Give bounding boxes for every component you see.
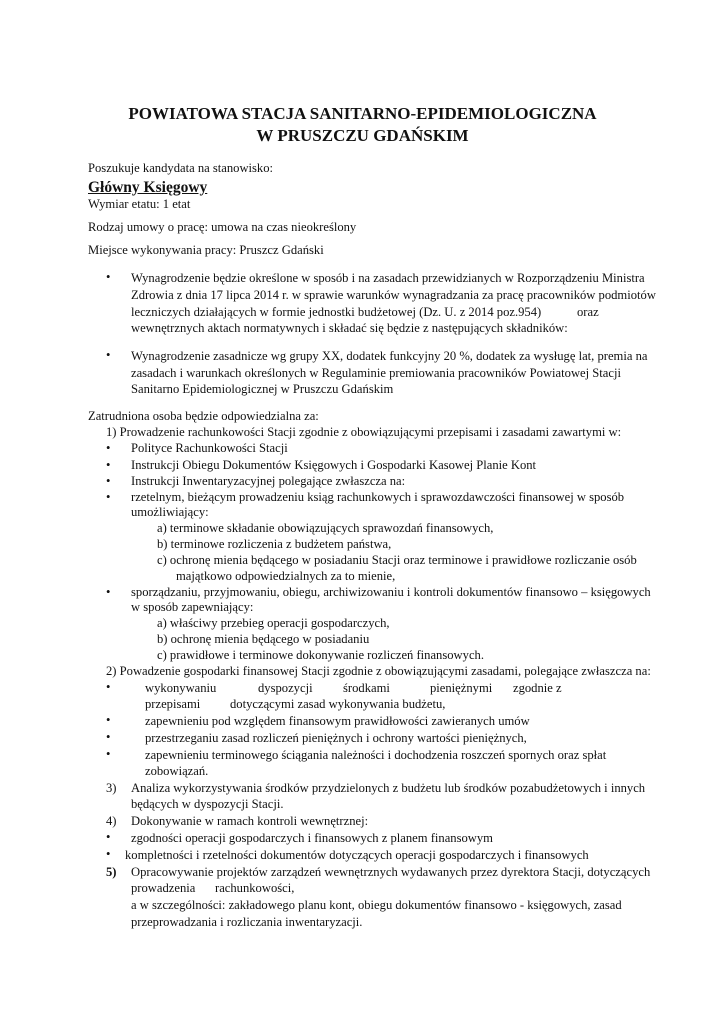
duty-5-line: Opracowywanie projektów zarządzeń wewnętrznych wydawanych przez dyrektora Stacji, dotyczących	[131, 865, 651, 879]
duty-5-number: 5)	[106, 865, 117, 879]
duty-1-subitem: b) terminowe rozliczenia z budżetem państwa,	[157, 537, 392, 551]
bullet: •	[106, 730, 111, 744]
duty-2-item: zapewnieniu pod względem finansowym prawidłowości zawieranych umów	[145, 714, 530, 728]
bullet: •	[106, 490, 111, 504]
duty-4-item: kompletności i rzetelności dokumentów dotyczących operacji gospodarczych i finansowych	[125, 848, 589, 862]
duty-1-item: umożliwiający:	[131, 505, 209, 519]
duty-5-line: a w szczególności: zakładowego planu kont, obiegu dokumentów finansowo - księgowych, zasad	[131, 898, 622, 912]
duty-2-item: zapewnieniu terminowego ściągania należności i dochodzenia roszczeń spornych oraz spłat	[145, 748, 607, 762]
duty-1-subitem: c) prawidłowe i terminowe dokonywanie rozliczeń finansowych.	[157, 648, 484, 662]
duty-4-item: zgodności operacji gospodarczych i finansowych z planem finansowym	[131, 831, 493, 845]
duties-heading: Zatrudniona osoba będzie odpowiedzialna za:	[88, 409, 319, 423]
salary-p1-line: Wynagrodzenie będzie określone w sposób i na zasadach przewidzianych w Rozporządzeniu Ministra	[131, 271, 645, 285]
duty-2-word: przepisami	[145, 697, 201, 711]
institution-title-line2: W PRUSZCZU GDAŃSKIM	[256, 126, 469, 145]
bullet: •	[106, 348, 111, 362]
bullet: •	[106, 830, 111, 844]
salary-p2-line: Wynagrodzenie zasadnicze wg grupy XX, dodatek funkcyjny 20 %, dodatek za wysługę lat, premia na	[131, 349, 648, 363]
bullet: •	[106, 747, 111, 761]
duty-1-subitem: a) terminowe składanie obowiązujących sprawozdań finansowych,	[157, 521, 494, 535]
salary-p1-line: leczniczych działających w formie jednostki budżetowej (Dz. U. z 2014 poz.954)	[131, 305, 542, 319]
duty-1-item: Instrukcji Inwentaryzacyjnej polegające zwłaszcza na:	[131, 474, 406, 488]
duty-2-word: dyspozycji	[258, 681, 313, 695]
duty-1-subitem: c) ochronę mienia będącego w posiadaniu Stacji oraz terminowe i prawidłowe rozliczanie osób	[157, 553, 637, 567]
position-title: Główny Księgowy	[88, 179, 208, 196]
duty-2-word: wykonywaniu	[145, 681, 217, 695]
duty-1-item: rzetelnym, bieżącym prowadzeniu ksiąg rachunkowych i sprawozdawczości finansowej w sposób	[131, 490, 625, 504]
duty-1-item: Instrukcji Obiegu Dokumentów Księgowych i Gospodarki Kasowej Planie Kont	[131, 458, 537, 472]
seeking-text: Poszukuje kandydata na stanowisko:	[88, 161, 274, 175]
bullet: •	[106, 270, 111, 284]
salary-p2-line: Sanitarno Epidemiologicznej w Pruszczu Gdańskim	[131, 382, 394, 396]
duty-2-title: 2) Powadzenie gospodarki finansowej Stacji zgodnie z obowiązującymi zasadami, polegające zwłaszcza na:	[106, 664, 651, 678]
bullet: •	[106, 441, 111, 455]
bullet: •	[106, 585, 111, 599]
duty-2-word: środkami	[343, 681, 390, 695]
duty-1-item: Polityce Rachunkowości Stacji	[131, 441, 288, 455]
duty-5-line: rachunkowości,	[215, 881, 295, 895]
duty-2-word: pieniężnymi	[430, 681, 493, 695]
duty-1-subitem: b) ochronę mienia będącego w posiadaniu	[157, 632, 370, 646]
salary-p1-line: wewnętrznych aktach normatywnych i składać się będzie z następujących składników:	[131, 321, 568, 335]
duty-5-line: przeprowadzania i rozliczania inwentaryzacji.	[131, 915, 363, 929]
institution-title-line1: POWIATOWA STACJA SANITARNO-EPIDEMIOLOGICZNA	[128, 104, 597, 123]
duty-3-line: będących w dyspozycji Stacji.	[131, 797, 284, 811]
bullet: •	[106, 847, 111, 861]
duty-1-item: w sposób zapewniający:	[131, 600, 254, 614]
contract-type-text: Rodzaj umowy o pracę: umowa na czas nieokreślony	[88, 220, 357, 234]
bullet: •	[106, 458, 111, 472]
duty-1-title: 1) Prowadzenie rachunkowości Stacji zgodnie z obowiązującymi przepisami i zasadami zawartymi w:	[106, 425, 622, 439]
duty-3-line: Analiza wykorzystywania środków przydzielonych z budżetu lub środków pozabudżetowych i innych	[131, 781, 646, 795]
duty-3-number: 3)	[106, 781, 117, 795]
duty-1-subitem: a) właściwy przebieg operacji gospodarczych,	[157, 616, 390, 630]
salary-p2-line: zasadach i warunkach określonych w Regulaminie premiowania pracowników Powiatowej Stacji	[131, 366, 621, 380]
work-place-text: Miejsce wykonywania pracy: Pruszcz Gdański	[88, 243, 324, 257]
duty-1-item: sporządzaniu, przyjmowaniu, obiegu, archiwizowaniu i kontroli dokumentów finansowo – księgowych	[131, 585, 651, 599]
salary-p1-line: Zdrowia z dnia 17 lipca 2014 r. w sprawie warunków wynagradzania za pracę pracowników podmiotów	[131, 288, 656, 302]
duty-2-item: zobowiązań.	[145, 764, 209, 778]
salary-p1-line: oraz	[577, 305, 599, 319]
duty-5-line: prowadzenia	[131, 881, 196, 895]
bullet: •	[106, 713, 111, 727]
duty-2-item: przestrzeganiu zasad rozliczeń pieniężnych i ochrony wartości pieniężnych,	[145, 731, 527, 745]
duty-2-word: dotyczącymi zasad wykonywania budżetu,	[230, 697, 446, 711]
duty-1-subitem: majątkowo odpowiedzialnych za to mienie,	[176, 569, 396, 583]
duty-2-word: zgodnie z	[513, 681, 562, 695]
fte-text: Wymiar etatu: 1 etat	[88, 197, 191, 211]
bullet: •	[106, 680, 111, 694]
duty-4-number: 4)	[106, 814, 117, 828]
bullet: •	[106, 474, 111, 488]
duty-4-title: Dokonywanie w ramach kontroli wewnętrznej:	[131, 814, 369, 828]
